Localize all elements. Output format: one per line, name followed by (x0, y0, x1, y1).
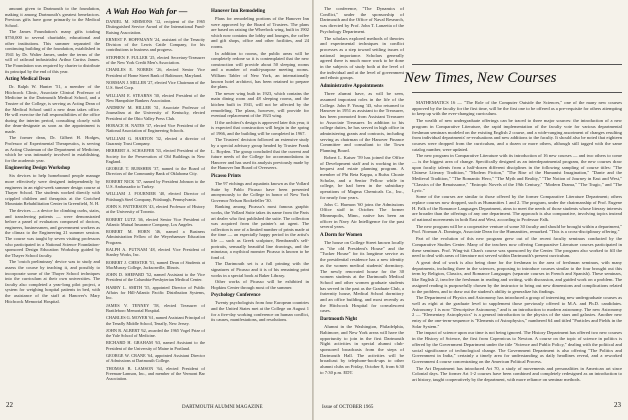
paragraph: The new program in Comparative Literature with its introduction of 16 new courses — and two others to come — is the biggest area of change. Specifically designed as an interdepartmental program, the new courses draw upon faculty talents from a half-dozen different disciplines in the following sampling of course titles: "The Chinese Literary Tradition," "Modern Fiction," "The Rise of the Humanist Imagination," "Dante and the Medieval Tradition," "The Romantic Hero," "The Myth and Reality," "The Notion of Journey in East and West," "Classics of the Renaissance," "Entropic Novels of the 19th Century," "Modern Drama," "The Tragic," and "The Lyric." (412, 153, 622, 193)
honoree-entry: JAMES V. TENNEY '58, elected Treasurer of Brattleboro Memorial Hospital. (106, 302, 205, 313)
paragraph: Twenty psychologists from four European countries and the United States met at the College on August 1 for a five-day working conference on human conflict, its causes, manifestations, and resolutions. (211, 300, 309, 323)
paragraph: If the architect's design is approved later this year, it is expected that construction will begin in the spring of 1966, and the building will be completed in 1967. (211, 119, 309, 136)
honoree-entry: CHARLES G. MOYER '61, named Assistant Principal of the Tenafly Middle School, Tenafly, New Jersey. (106, 315, 205, 326)
honoree-entry: HORACE H. NATES '37, elected Vice President of the National Association of Engineering Schools. (106, 123, 205, 134)
left-column-3 (211, 6, 309, 401)
left-column-2-wah-hoo-wah (106, 6, 205, 401)
paragraph: The Trustees' decision followed an extensive study by a special advisory group headed by Trustee Frank L. Boyden. The group concluded that the current and future needs of the College for accommodations in Hanover and has used its analysis previously made by the Hanover Inn Board of Overseers. (211, 137, 309, 171)
section-heading: A Dorm for Women (320, 233, 363, 239)
paragraph: Plans for remodeling portions of the Hanover Inn were approved by the Board of Trustees. The plans are based on raising the Wheelock wing, built in 1902 which now contains the lobby and lounges, the coffee and gift shops, office and other facilities, and 24 rooms. (211, 16, 309, 49)
headline-rule-bottom (412, 92, 622, 93)
paragraph: The Department of Physics and Astronomy has introduced a group of interesting new undergraduate courses as well as eight at the graduate level to supplement those previously offered to M.A. and Ph.D. candidates. Astronomy 1 is now "Descriptive Astronomy," and is an introduction to modern astronomy. The new Astronomy 2 — "Elementary Astrophysics" is a general introduction to the physics of the stars and galaxies. Another new entry of the one-term-sequence is "Elements of Astrophysics," numbered 64 and titled "Particles and Fields in the Solar System." (412, 295, 622, 329)
paragraph: The scholars explored methods of theories and experimental techniques in conflict processes as a step toward settling issues of national importance. Scholars generally agreed there is much more work to be done in the subjects of study both at the level of the individual and at the level of government and ethnic groups. (320, 35, 404, 81)
paragraph: Other works of Picasso will be exhibited in Hopkins Center through most of the summer. (211, 279, 309, 290)
paragraph: Dr. Ralph W. Hunter '51, a member of the Hitchcock Clinic, Associate Clinical Professor of Medicine in the Dartmouth Medical School, and a Trustee of the College, is serving as Acting Dean of the Medical School until a new dean takes office. He will exercise the full responsibilities of the office during the interim period, consulting closely with the dean-designate as soon as the appointment is made. (5, 84, 100, 134)
paragraph: In addition to rooms, the public areas will be completely redone so it is contemplated that the new construction will provide about 50 sleeping rooms and a number of multi-purpose meeting rooms. William Tabler of New York, an internationally known hotel architect, has been retained to prepare the plans. (211, 50, 309, 90)
section-heading: Engineering Design Workshop (5, 166, 71, 172)
honoree-entry: RALPH A. PUTNAM '48, elected Vice President of Stanley Works, Inc. (106, 246, 205, 258)
sidebar-title: A Wah Hoo Wah for — (106, 6, 188, 16)
paragraph: The Dartmouth set is a full printing with the signatures of Picasso and it is of his remaining print works in a special book at Baker Library. (211, 261, 309, 278)
honoree-entry: JOHN S. PATTERSON '43, elected Professor of History at the University of Toronto. (106, 203, 205, 215)
section-heading: Acting Medical Dean (5, 77, 50, 83)
paragraph: The Art Department has introduced Art 70, a study of movements and personalities in American art since Colonial days. The former Art 1-2 courses have been combined and completely redesigned as an introduction to art history, taught cooperatively by the department, with more reliance on seminar methods. (412, 365, 622, 383)
paragraph: Six devices to help homebound people manage more effectively were designed independently by engineers in an eight-week summer design course at Thayer School. The students worked directly with crippled children and therapists at the Crotched Mountain Rehabilitation Center in Greenfield, N. H. (5, 173, 100, 207)
paragraph: The new program will be a cooperative venture of some 30 faculty and should be brought within a department," Prof. Norman A. Domingo, Associate Dean for the Humanities, remarked. "This is a cross-disciplinary offering." (412, 223, 622, 235)
honoree-entry: ERNEST P. HOFFMANN '24, assistant of the Tenacity Division of the Lewis Cattle Company, for his contributions to business and progress. (106, 36, 205, 53)
footer-right: Issue of OCTOBER 1965 (322, 405, 374, 410)
paragraph: Three alumni have, as will be seen, assumed important roles in the life of the College. John F. Young '43, who returned to Hanover in 1951 as assistant to the Treasurer, has been promoted from Assistant Treasurer to Associate Treasurer. In addition to his college duties, he has served in high office in administering grants and contracts, including serving as chairman of the Hanover Finance Committee and consultant to the Town Planning Board. (320, 91, 404, 154)
honoree-entry: WILLIAM J. FOURNIER '40, elected Director of Pittsburgh Steel Company, Pittsburgh, Pennsylvania. (106, 191, 205, 202)
section-heading: Picasso Prints (211, 174, 241, 180)
honoree-entry: ROBERT LUTZ '46, elected Senior Vice President of Atlantic Mutual Insurance Company, Los Angeles. (106, 216, 205, 227)
honoree-entry: CHARLES E. NORRIS '26, elected Senior Vice President of Home Street Bank of Baltimore, Maryland. (106, 67, 205, 78)
headline-rule-top (412, 64, 622, 65)
honoree-entry: DANIEL M. SIMMONS '12, recipient of the 1965 Distinguished Service Award of the International Fund-Raising Association. (106, 19, 205, 35)
honoree-entry: GEORGE T. BURSHER '37, named to the Board of Directors of the Community Bank of Oklahoma City. (106, 166, 205, 177)
paragraph: A great deal of work is also being done for the freshman in the area of freshman seminars, with many departments, including three in the sciences, proposing to introduce courses similar to the four brought out this term by Religion, Classics, and Romance Languages (separate courses in French and Spanish). These seminars, like English 2, involve the freshman in reading and writing, with discussion, and guided work on a problem. The assigned reading is purposefully chosen by the instructor to bring out new dimensions and complications related to the problem, and to draw out the student's ability to generalize his findings. (412, 259, 622, 294)
right-column-1 (320, 6, 404, 401)
honoree-entry: STEPHEN F. FULLER '25, elected Secretary-Treasurer of the New York Credit Men's Association. (106, 54, 205, 66)
honoree-entry: GEORGE W. CRANE '64, appointed Assistant Director of Admissions at Dartmouth College. (106, 353, 205, 364)
page-number-left: 22 (6, 401, 13, 409)
honoree-entry: HERBERT A. SCHAEFER '33, elected President of the Society for the Preservation of Old Buildings in New England. (106, 148, 205, 164)
paragraph: John C. Harmon '60 joins the Admissions Office staff in October. The former Minneapolis, Minn., native has been an officer in Navy Air Intelligence for the past several years. (320, 201, 404, 230)
honoree-entry: ROBERT M. HORN '46, named a Business Administration Fellow of the Weyerhaeuser Education Program. (106, 229, 205, 245)
paragraph: Some of the courses are similar to those offered by the former Comparative Literature Department; others replace courses now dropped, such as Humanities 1 and 2. The program, under the chairmanship of Prof. Eugene H. Falk of the Romance Languages Department, aims to meet the needs of those students whose literary interests are broader than the offerings of any one department. The approach is also comparative, involving topics instead of national movements in both East and West, according to Professor Falk. (412, 194, 622, 223)
honoree-entry: RICHARD H. GRAHAM '63, named Assistant to the President of the University of Maine in Portland. (106, 340, 205, 351)
honoree-entry: WILLIAM E. STEARNS '30, elected President of the New Hampshire Bankers Association. (106, 92, 205, 103)
paragraph: The impact of science upon our time is not being ignored. The History Department has offered two new courses in the History of Science, the first from Copernicus to Newton. A course on the topic of science in politics is offered by the Government Department under the title "Science and Public Policy," dealing with the political and social significance of technological change. The Government Department is also offering "The Politics and Government in India," certainly a timely area for understanding as daily headlines reveal, and a reworked Government 4 course concentrating on the American Political Process. (412, 330, 622, 364)
right-column-2 (412, 100, 622, 400)
paragraph: Alumni in the Washington, Philadelphia, Baltimore, and New York areas will have the opportunity to join in the first Dartmouth Night activities in special alumni club-sponsored broadcasts from the steps of Dartmouth Hall. The activities will be broadcast by telephone-hook-ups to other alumni clubs on Friday, October 8, from 6:30 to 7:30 p.m. EDT. (320, 324, 404, 375)
honoree-entry: NORMAN J. MILLER '27, elected Vice Chairman of the U.S. Steel Corp. (106, 79, 205, 91)
footer-left: DARTMOUTH ALUMNI MAGAZINE (182, 405, 263, 410)
honoree-entry: ROBERT J. CHESTER '51, named Dean of Students at MacMurray College, Jacksonville, Illinois. (106, 259, 205, 270)
paragraph: The 'crutch preliminary' device was to study and assess the course by teaching it, and possibly to incorporate some of the Thayer School techniques into the curriculum at their own universities. The faculty also completed a year-long pilot project, a system for weighing hospital patients in bed, with the assistance of the staff at Hanover's Mary Hitchcock Memorial Hospital. (5, 259, 100, 304)
honoree-entry: JOHN D. SHEPARD '52, named Assistant to the Vice President of the Columbia-Presbyterian Medical Center. (106, 272, 205, 283)
paragraph: The conference, "The Dynamics of Conflict," under the sponsorship of Dartmouth and the Office of Naval Research, was directed by Prof. John T. Lanzetta of the Psychology Department. (320, 6, 404, 34)
paragraph: The 97 etchings and aquatints known as the Vollard Suite by Pablo Picasso have been presented anonymously to the College in honor of New York Governor Nelson Rockefeller '30. (211, 181, 309, 203)
honoree-entry: ANDREW M. HILLER '31, Associate Professor of Journalism at the University of Kentucky, elected President of the Ohio Valley Press Club. (106, 105, 205, 121)
section-heading: Psychology Conference (211, 293, 261, 299)
paragraph: Robert L. Kaiser '59 has joined the Office of Development staff and is working in the bequest and estate planning program. A member of Phi Beta Kappa, a Rufus Choate Scholar, and a Senior Fellow while in college, he had been in the subsidiary operations of Magma Chemicals Co., Inc., for nearly four years. (320, 154, 404, 200)
honoree-entry: WILLIAM G. HARTON '32, elected a director of Guaranty Trust Company. (106, 135, 205, 146)
paragraph: The house on College Street known locally as "the old President's House" and the "Tucker House" for its longtime service as the presidential residence has a new identity as the women medical students' dormitory. The newly renovated house for the 30 women students at the Dartmouth Medical School and other women graduate students has served in the past as the Graduate Club, a fraternity house, Medical School dormitory and an office building, and most recently as the Hitchcock Hospital for convalescent cases. (320, 240, 404, 314)
paragraph: Ranking among Picasso's most famous graphic works, the Vollard Suite takes its name from the Paris art dealer who first published the suite. The collection was acquired from the painter's art agent. The collection is one of a limited number of prints made at the time — an especially happy period in the artist's life — such as Greek sculpture, Rembrandt's self-portraits, sensually beautiful line drawings, and the minotaur, a mythical monster Picasso is known to be fond of. (211, 204, 309, 260)
headline: New Times, New Courses (404, 70, 557, 86)
paragraph: The wealth of new undergraduate offerings can be traced to three major sources: the introduction of a new program in Comparative Literature, the rapid implementation of the faculty vote for various departmental freshman seminars modeled on the existing English 2 course, and a wide-ranging assortment of changes resulting from individual departments' re-evaluations and new additions to the faculty. It should also be noted that eighteen courses were dropped from the curriculum, and a dozen or more others, although still tagged with the same catalog number, were updated. (412, 118, 622, 152)
paragraph: The James Foundation's many gifts totaling $750,000 to several charitable, educational and other institutions. This summer separated the continuing building of the foundation, established in 1941 by Dr. Walter James, under the terms of the will of railroad industrialist Arthur Curtiss James. The Foundation was required by charter to distribute its principal by the end of this year. (5, 29, 100, 74)
left-page (0, 0, 313, 420)
paragraph: Part of the evolution of this new program grew out of the recent faculty seminars conducted by the Comparative Studies Center. Many of the teachers now offering Comparative Literature courses participated in these seminars. Prof. Wing-tsit Chan's course was sponsored by the Center. The program also worked to fill the need to deal with areas of literature not served within Dartmouth's present curriculum. (412, 236, 622, 259)
section-heading: Hanover Inn Remodeling (211, 9, 266, 14)
honoree-entry: JOHN R. ALBERT '62, awarded the 1965 Vogel Prize of the Yale School of Medicine. (106, 327, 205, 339)
paragraph: MATHEMATICS 16 — "The Role of the Computer Outside the Sciences," one of the many new courses approved by the faculty for the first time, will be the first one to be offered as a pre-requisite for others attempting to keep up with the ever-changing curriculum. (412, 100, 622, 117)
honoree-entry: THOMAS B. LAMSON '64, elected President of Freeman-Lamson, Inc., and member of the Vermont Bar Association. (106, 365, 205, 382)
page-number-right: 23 (614, 401, 621, 409)
paragraph: The devices — a device for climbing curbs, stairs, and transferring patients — were demonstrated before a panel of evaluators composed of doctors, engineers, businessmen, and government workers as the climax to the Engineering 21 summer session. The course was taught by seven visiting professors who participated in a National Science Foundation-sponsored Design Education Workshop guided by the Thayer School faculty. (5, 208, 100, 258)
honoree-entry: HARRY L. SMITH '55, appointed Director of Public Affairs for Hill-Atlantic Pacific Distribution Systems, Inc. (106, 284, 205, 301)
section-heading: Administrative Appointments (320, 84, 384, 90)
paragraph: The newer wing built in 1923, which contains the main dining room and 48 sleeping rooms, and the kitchen built in 1941, will not be affected by the remodeling. The plans, however, will provide for eventual replacement of the 1923 wing. (211, 90, 309, 119)
left-column-1 (5, 6, 100, 401)
right-page (314, 0, 628, 420)
honoree-entry: ROBERT NICK '37, named by President Johnson to the U.S. Ambassador to Turkey. (106, 178, 205, 190)
paragraph: amount given to Dartmouth to the foundation, making it among Dartmouth's greatest benefactors. Previous gifts have gone primarily to the Medical School. (5, 6, 100, 28)
paragraph: The former dean, Dr. Gilbert H. Hodges, Professor of Experimental Therapeutics, is serving as Acting Chairman of the Department of Medicine, which he was intimately involved in establishing, for the academic year. (5, 135, 100, 163)
section-heading: Dartmouth Night (320, 317, 358, 323)
